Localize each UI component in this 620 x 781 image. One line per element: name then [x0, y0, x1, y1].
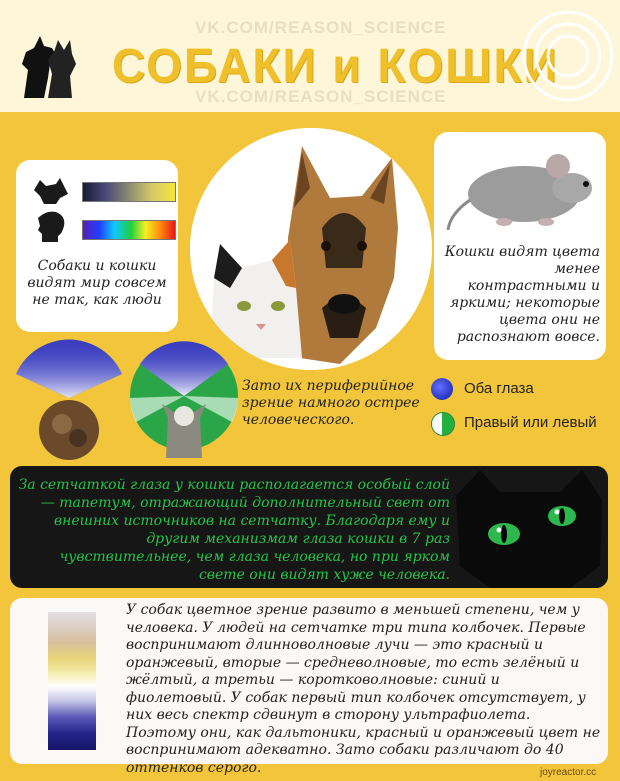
dog-vision-text: У собак цветное зрение развито в меньшей степени, чем у человека. У людей на сетчатке три типа колбочек. Первые воспринимают длинноволновые лучи — это красный и оранжевый, вторые — средневолновые, то есть зелёный и жёлтый, а третьи — коротковолновые: синий и фиолетовый. У собак первый тип колбочек отсутствует, у них весь спектр сдвинут в сторону ультрафиолета. Поэтому они, как дальтоники, красный и оранжевый цвет не воспринимают адекватно. Зато собаки различают до 40 оттенков серого. — [126, 602, 601, 776]
rings-icon — [520, 8, 616, 104]
legend-both-eyes-dot — [431, 378, 453, 400]
watermark-bottom: VK.COM/REASON_SCIENCE — [195, 87, 447, 106]
mouse-icon — [446, 144, 598, 234]
tapetum-text: За сетчаткой глаза у кошки располагается особый слой — тапетум, отражающий дополнительный свет от внешних источников на сетчатку. Благодаря ему и другим механизмам глаза кошки в 7 раз чувствительнее, чем глаза человека, но при ярком свете они видят хуже человека. — [18, 477, 450, 583]
watermark-top: VK.COM/REASON_SCIENCE — [195, 18, 447, 37]
human-spectrum-bar — [82, 220, 176, 240]
human-head-icon — [32, 210, 68, 244]
tapetum-panel — [10, 466, 608, 588]
source-link[interactable]: joyreactor.cc — [540, 767, 597, 778]
cat-vision-diagram — [128, 338, 240, 464]
page-title: СОБАКИ и КОШКИ — [112, 37, 559, 93]
cat-color-card — [434, 132, 606, 360]
cat-color-caption: Кошки видят цвета менее контрастными и яркими; некоторые цвета они не распознают вовсе. — [444, 244, 600, 345]
color-spectrum-card — [16, 160, 178, 332]
dog-cat-silhouette-icon — [14, 30, 86, 102]
dog-spectrum-bar — [82, 182, 176, 202]
legend-both-eyes-label: Оба глаза — [464, 380, 534, 397]
peripheral-caption: Зато их периферийное зрение намного острее человеческого. — [242, 378, 420, 428]
legend-one-eye-label: Правый или левый — [464, 414, 597, 431]
human-vision-diagram — [14, 338, 124, 464]
legend-one-eye-dot — [431, 412, 455, 436]
dog-cat-photo — [190, 128, 432, 370]
dog-vertical-spectrum — [48, 612, 96, 750]
cat-eye-icon — [450, 466, 608, 588]
dog-head-icon — [30, 176, 70, 206]
header-banner — [0, 0, 620, 112]
dog-cat-illustration — [190, 128, 432, 370]
spectrum-caption: Собаки и кошки видят мир совсем не так, как люди — [27, 258, 167, 308]
